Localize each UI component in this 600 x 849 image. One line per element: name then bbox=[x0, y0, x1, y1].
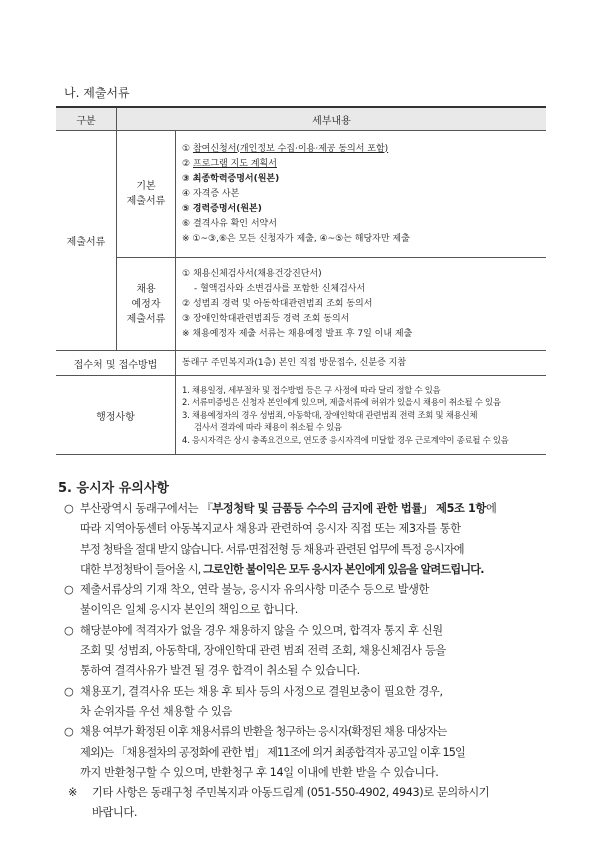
basic-docs-label bbox=[117, 131, 176, 258]
footer-note bbox=[58, 783, 558, 824]
admin-line: 1. 채용일정, 세부절차 및 접수방법 등은 구 사정에 따라 달리 정할 수 있음 bbox=[182, 384, 441, 395]
notice-line: 조회 및 성범죄, 아동학대, 장애인학대 관련 범죄 전력 조회, 채용신체검사 등을 bbox=[80, 644, 446, 658]
list-item bbox=[182, 202, 540, 217]
table-header-row bbox=[56, 107, 546, 131]
footer-line: 바랍니다. bbox=[92, 806, 138, 820]
notice-line: 채용 여부가 확정된 이후 채용서류의 반환을 청구하는 응시자(확정된 채용 대상자는 bbox=[80, 725, 447, 739]
appointee-docs-list bbox=[176, 258, 547, 351]
notice-line: 제출서류상의 기재 착오, 연락 불능, 응시자 유의사항 미준수 등으로 발생한 bbox=[80, 583, 429, 597]
documents-table bbox=[56, 106, 546, 455]
table-row bbox=[56, 376, 546, 455]
header-category: 구분 bbox=[56, 107, 117, 131]
admin-list bbox=[176, 376, 547, 455]
basic-docs-label-line: 기본 bbox=[136, 181, 156, 192]
basic-docs-note: ※ ①~③,⑥은 모든 신청자가 제출, ④~⑤는 해당자만 제출 bbox=[182, 233, 410, 244]
item-text: 프로그램 지도 계획서 bbox=[192, 158, 277, 169]
basic-docs-list bbox=[176, 131, 547, 258]
notice-text: 부산광역시 동래구에서는 『 bbox=[80, 502, 213, 515]
notice-line: 채용포기, 결격사유 또는 채용 후 퇴사 등의 사정으로 결원보충이 필요한 경우, bbox=[80, 684, 443, 698]
item-marker: ① bbox=[182, 143, 191, 154]
notice-emphasis: 그로인한 불이익은 모두 응시자 본인에게 있음을 알려드립니다. bbox=[203, 562, 484, 576]
header-details: 세부내용 bbox=[117, 107, 547, 131]
notice-line: 따라 지역아동센터 아동복지교사 채용과 관련하여 응시자 직접 또는 제3자를 통한 bbox=[80, 522, 461, 536]
notices-list bbox=[58, 499, 558, 824]
table-row bbox=[56, 131, 546, 258]
admin-label: 행정사항 bbox=[56, 376, 176, 455]
bullet-circle: ○ bbox=[64, 725, 74, 739]
notices-heading: 5. 응시자 유의사항 bbox=[58, 481, 169, 496]
bullet-circle: ○ bbox=[64, 583, 74, 597]
item-marker: ① bbox=[182, 268, 191, 279]
reception-text bbox=[176, 351, 547, 376]
list-item bbox=[182, 267, 540, 282]
appointee-docs-label-line: 제출서류 bbox=[126, 313, 166, 325]
notice-line: 까지 반환청구할 수 있으며, 반환청구 후 14일 이내에 반환 받을 수 있습니다. bbox=[80, 765, 439, 779]
admin-line: 검사서 결과에 따라 채용이 취소될 수 있음 bbox=[194, 422, 342, 433]
notice-line: 통하여 결격사유가 발견 될 경우 합격이 취소될 수 있습니다. bbox=[80, 664, 360, 678]
footer-line: 기타 사항은 동래구청 주민복지과 아동드림계 (051-550-4902, 4943)로 문의하시기 bbox=[92, 786, 490, 800]
notice-line bbox=[80, 560, 558, 580]
list-item bbox=[182, 172, 540, 187]
item-text: 최종학력증명서(원본) bbox=[192, 173, 280, 184]
section-title: 나. 제출서류 bbox=[64, 86, 130, 100]
list-item bbox=[182, 187, 540, 202]
item-marker: ③ bbox=[182, 313, 191, 324]
notice-line bbox=[80, 499, 558, 519]
notice-text: 에 bbox=[485, 502, 497, 515]
documents-label: 제출서류 bbox=[56, 131, 117, 351]
item-marker: ② bbox=[182, 298, 191, 309]
item-text: - 혈액검사와 소변검사를 포함한 신체검사서 bbox=[194, 283, 366, 294]
notice-line: 불이익은 일체 응시자 본인의 책임으로 합니다. bbox=[80, 603, 298, 617]
appointee-docs-note: ※ 채용예정자 제출 서류는 채용예정 발표 후 7일 이내 제출 bbox=[182, 328, 413, 339]
notice-item bbox=[58, 621, 558, 682]
list-item bbox=[182, 297, 540, 312]
table-row bbox=[56, 258, 546, 351]
notice-item bbox=[58, 499, 558, 580]
notice-line: 제외)는 「채용절차의 공정화에 관한 법」 제11조에 의거 최종합격자 공고일 이후 15일 bbox=[80, 745, 465, 759]
list-item bbox=[182, 217, 540, 232]
bullet-circle: ○ bbox=[64, 623, 74, 637]
notice-line: 부정 청탁을 절대 받지 않습니다. 서류·면접전형 등 채용과 관련된 업무에 특정 응시자에 bbox=[80, 542, 464, 556]
item-text: 자격증 사본 bbox=[192, 188, 240, 199]
basic-docs-label-line: 제출서류 bbox=[126, 196, 166, 207]
notice-item bbox=[58, 580, 558, 621]
item-marker: ⑥ bbox=[182, 218, 191, 229]
item-marker: ③ bbox=[182, 173, 190, 184]
item-text: 장애인학대관련범죄등 경력 조회 동의서 bbox=[192, 313, 350, 324]
list-item bbox=[182, 312, 540, 327]
item-text: 경력증명서(원본) bbox=[192, 203, 262, 214]
item-text: 채용신체검사서(채용건강진단서) bbox=[192, 268, 322, 279]
list-item bbox=[182, 282, 540, 297]
bullet-circle: ○ bbox=[64, 502, 74, 515]
item-marker: ② bbox=[182, 158, 191, 169]
appointee-docs-label-line: 채용 bbox=[136, 283, 156, 295]
notice-item bbox=[58, 722, 558, 783]
notice-line: 차 순위자를 우선 채용할 수 있음 bbox=[80, 704, 232, 718]
reception-label: 접수처 및 접수방법 bbox=[56, 351, 176, 376]
appointee-docs-label bbox=[117, 258, 176, 351]
item-text: 결격사유 확인 서약서 bbox=[192, 218, 277, 229]
notice-line: 해당분야에 적격자가 없을 경우 채용하지 않을 수 있으며, 합격자 통지 후 신원 bbox=[80, 623, 443, 637]
list-item bbox=[182, 142, 540, 157]
item-text: 참여신청서(개인정보 수집·이용·제공 동의서 포함) bbox=[192, 143, 389, 154]
admin-line: 3. 채용예정자의 경우 성범죄, 아동학대, 장애인학대 관련범죄 전력 조회 및 채용신체 bbox=[182, 409, 478, 420]
appointee-docs-label-line: 예정자 bbox=[131, 298, 161, 310]
item-text: 성범죄 경력 및 아동학대관련범죄 조회 동의서 bbox=[192, 298, 373, 309]
item-marker: ⑤ bbox=[182, 203, 190, 214]
bullet-circle: ○ bbox=[64, 684, 74, 698]
reception-detail: 동래구 주민복지과(1층) 본인 직접 방문접수, 신분증 지참 bbox=[182, 357, 407, 368]
notice-text: 대한 부정청탁이 들어올 시, bbox=[80, 562, 204, 576]
list-item bbox=[182, 157, 540, 172]
notice-item bbox=[58, 682, 558, 723]
item-marker: ④ bbox=[182, 188, 191, 199]
admin-line: 4. 응시자격은 상시 충족요건으로, 연도중 응시자격에 미달할 경우 근로계약이 종료될 수 있음 bbox=[182, 434, 509, 445]
reference-mark: ※ bbox=[68, 786, 78, 800]
admin-line: 2. 서류미증빙은 신청자 본인에게 있으며, 제출서류에 허위가 있을시 채용이 취소될 수 있음 bbox=[182, 397, 501, 408]
notice-emphasis: 부정청탁 및 금품등 수수의 금지에 관한 법률」 제5조 1항 bbox=[212, 502, 486, 515]
table-row bbox=[56, 351, 546, 376]
